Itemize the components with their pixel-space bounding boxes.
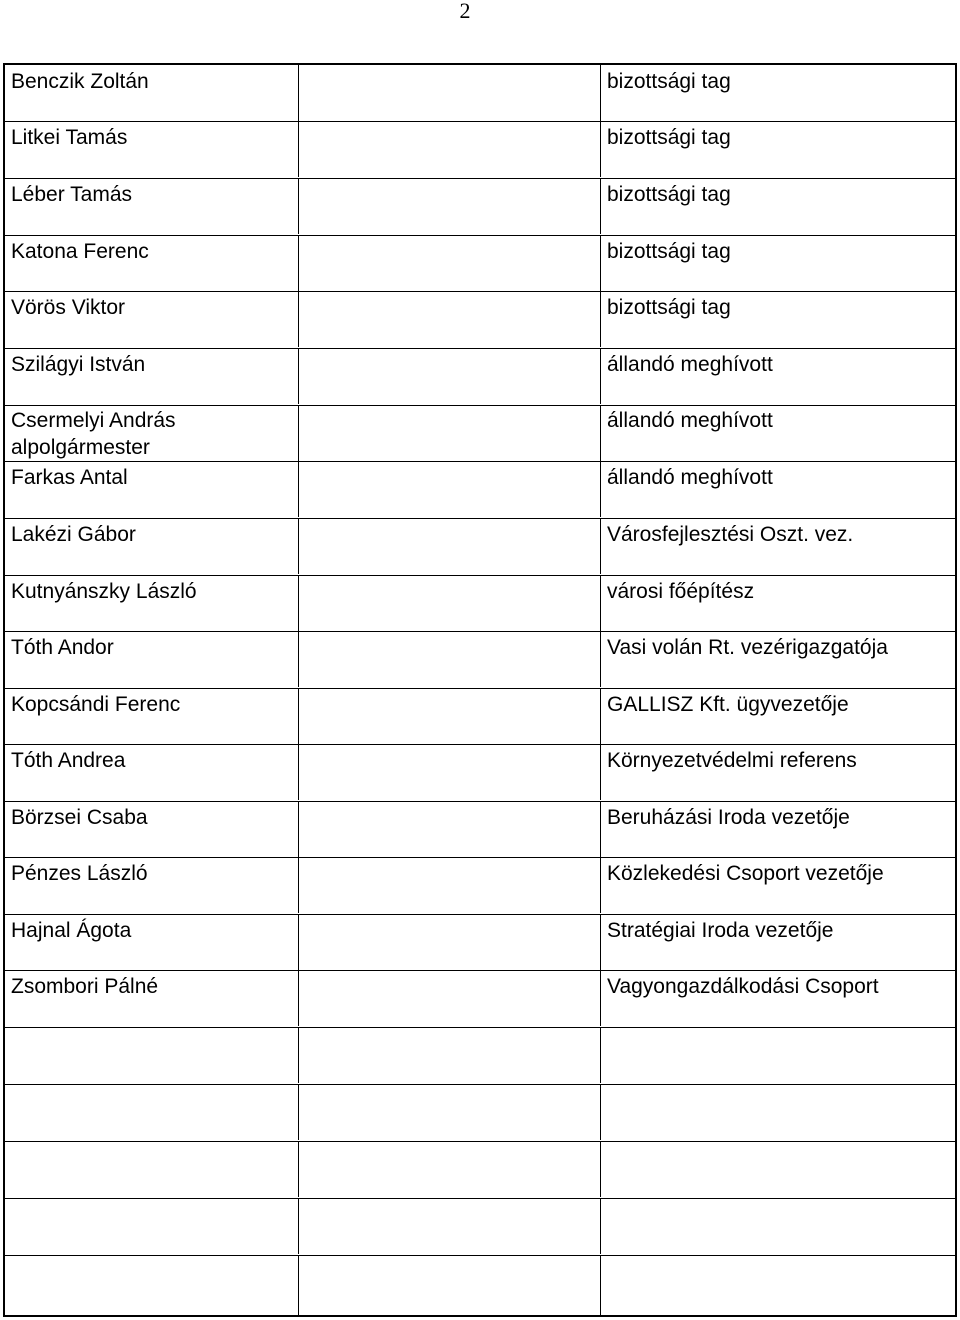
role-cell	[601, 1255, 955, 1315]
person-name: Farkas Antal	[11, 466, 128, 489]
table-row	[5, 121, 955, 177]
role-cell: Stratégiai Iroda vezetője	[607, 919, 834, 942]
person-name: Lakézi Gábor	[11, 523, 136, 546]
role-cell	[601, 1141, 955, 1197]
blank-cell	[299, 1027, 601, 1083]
table-row	[5, 857, 955, 913]
blank-cell	[299, 1084, 601, 1140]
table-row	[5, 801, 955, 857]
table-row-empty	[5, 1141, 955, 1197]
name-cell	[5, 291, 299, 347]
name-cell	[5, 518, 299, 574]
name-cell	[5, 235, 299, 291]
person-name: Börzsei Csaba	[11, 806, 148, 829]
person-name: Léber Tamás	[11, 183, 133, 206]
name-cell	[5, 970, 299, 1026]
person-name: Szilágyi István	[11, 353, 146, 376]
name-cell	[5, 631, 299, 687]
person-name: Csermelyi András	[11, 409, 176, 432]
person-name: Hajnal Ágota	[11, 919, 132, 942]
person-name: Vörös Viktor	[11, 296, 125, 319]
person-title: alpolgármester	[11, 436, 150, 459]
table-row	[5, 575, 955, 631]
role-cell: Városfejlesztési Oszt. vez.	[607, 523, 854, 546]
table-row	[5, 970, 955, 1026]
blank-cell	[299, 575, 601, 631]
role-cell: bizottsági tag	[607, 70, 731, 93]
name-cell	[5, 1198, 299, 1254]
role-cell	[601, 1027, 955, 1083]
blank-cell	[299, 291, 601, 347]
name-cell	[5, 65, 299, 121]
person-name: Zsombori Pálné	[11, 975, 159, 998]
table-row-empty	[5, 1255, 955, 1315]
name-cell	[5, 178, 299, 234]
role-cell: Beruházási Iroda vezetője	[607, 806, 850, 829]
name-cell	[5, 857, 299, 913]
table-row	[5, 178, 955, 234]
blank-cell	[299, 857, 601, 913]
role-cell: GALLISZ Kft. ügyvezetője	[607, 693, 849, 716]
blank-cell	[299, 801, 601, 857]
role-cell: bizottsági tag	[607, 183, 731, 206]
role-cell	[601, 1198, 955, 1254]
table-row	[5, 688, 955, 744]
person-name: Benczik Zoltán	[11, 70, 149, 93]
page-number: 2	[459, 0, 471, 23]
role-cell: városi főépítész	[607, 580, 755, 603]
name-cell	[5, 1255, 299, 1315]
person-name: Tóth Andrea	[11, 749, 126, 772]
name-cell	[5, 1141, 299, 1197]
table-row	[5, 914, 955, 970]
role-cell: bizottsági tag	[607, 296, 731, 319]
role-cell	[601, 1084, 955, 1140]
blank-cell	[299, 631, 601, 687]
name-cell	[5, 688, 299, 744]
table-row	[5, 291, 955, 347]
table-row-empty	[5, 1198, 955, 1254]
blank-cell	[299, 461, 601, 517]
blank-cell	[299, 518, 601, 574]
blank-cell	[299, 970, 601, 1026]
table-row	[5, 744, 955, 800]
role-cell: állandó meghívott	[607, 353, 773, 376]
table-row-empty	[5, 1084, 955, 1140]
blank-cell	[299, 1255, 601, 1315]
table-row	[5, 461, 955, 517]
role-cell: Vasi volán Rt. vezérigazgatója	[607, 636, 888, 659]
person-name: Kopcsándi Ferenc	[11, 693, 181, 716]
attendee-table	[3, 63, 957, 1317]
name-cell	[5, 1084, 299, 1140]
blank-cell	[299, 914, 601, 970]
blank-cell	[299, 235, 601, 291]
name-cell	[5, 575, 299, 631]
name-cell	[5, 1027, 299, 1083]
role-cell: állandó meghívott	[607, 466, 773, 489]
role-text: állandó meghívott	[607, 409, 773, 432]
blank-cell	[299, 121, 601, 177]
role-cell: bizottsági tag	[607, 240, 731, 263]
person-name: Tóth Andor	[11, 636, 114, 659]
name-cell	[5, 914, 299, 970]
blank-cell	[299, 65, 601, 121]
blank-cell	[299, 348, 601, 404]
blank-cell	[299, 178, 601, 234]
name-cell	[5, 744, 299, 800]
name-cell	[5, 801, 299, 857]
name-cell	[5, 405, 299, 461]
person-name: Kutnyánszky László	[11, 580, 197, 603]
person-name: Katona Ferenc	[11, 240, 149, 263]
blank-cell	[299, 688, 601, 744]
name-cell	[5, 461, 299, 517]
name-cell	[5, 121, 299, 177]
table-row	[5, 631, 955, 687]
blank-cell	[299, 405, 601, 461]
person-name: Pénzes László	[11, 862, 148, 885]
person-name: Litkei Tamás	[11, 126, 128, 149]
role-cell: bizottsági tag	[607, 126, 731, 149]
table-row	[5, 65, 955, 121]
table-row	[5, 405, 955, 461]
blank-cell	[299, 1141, 601, 1197]
table-row	[5, 518, 955, 574]
role-cell	[601, 405, 955, 461]
role-cell: Vagyongazdálkodási Csoport	[607, 975, 879, 998]
table-row	[5, 235, 955, 291]
table-row	[5, 348, 955, 404]
role-cell: Környezetvédelmi referens	[607, 749, 857, 772]
name-cell	[5, 348, 299, 404]
blank-cell	[299, 744, 601, 800]
table-row-empty	[5, 1027, 955, 1083]
blank-cell	[299, 1198, 601, 1254]
role-cell: Közlekedési Csoport vezetője	[607, 862, 884, 885]
